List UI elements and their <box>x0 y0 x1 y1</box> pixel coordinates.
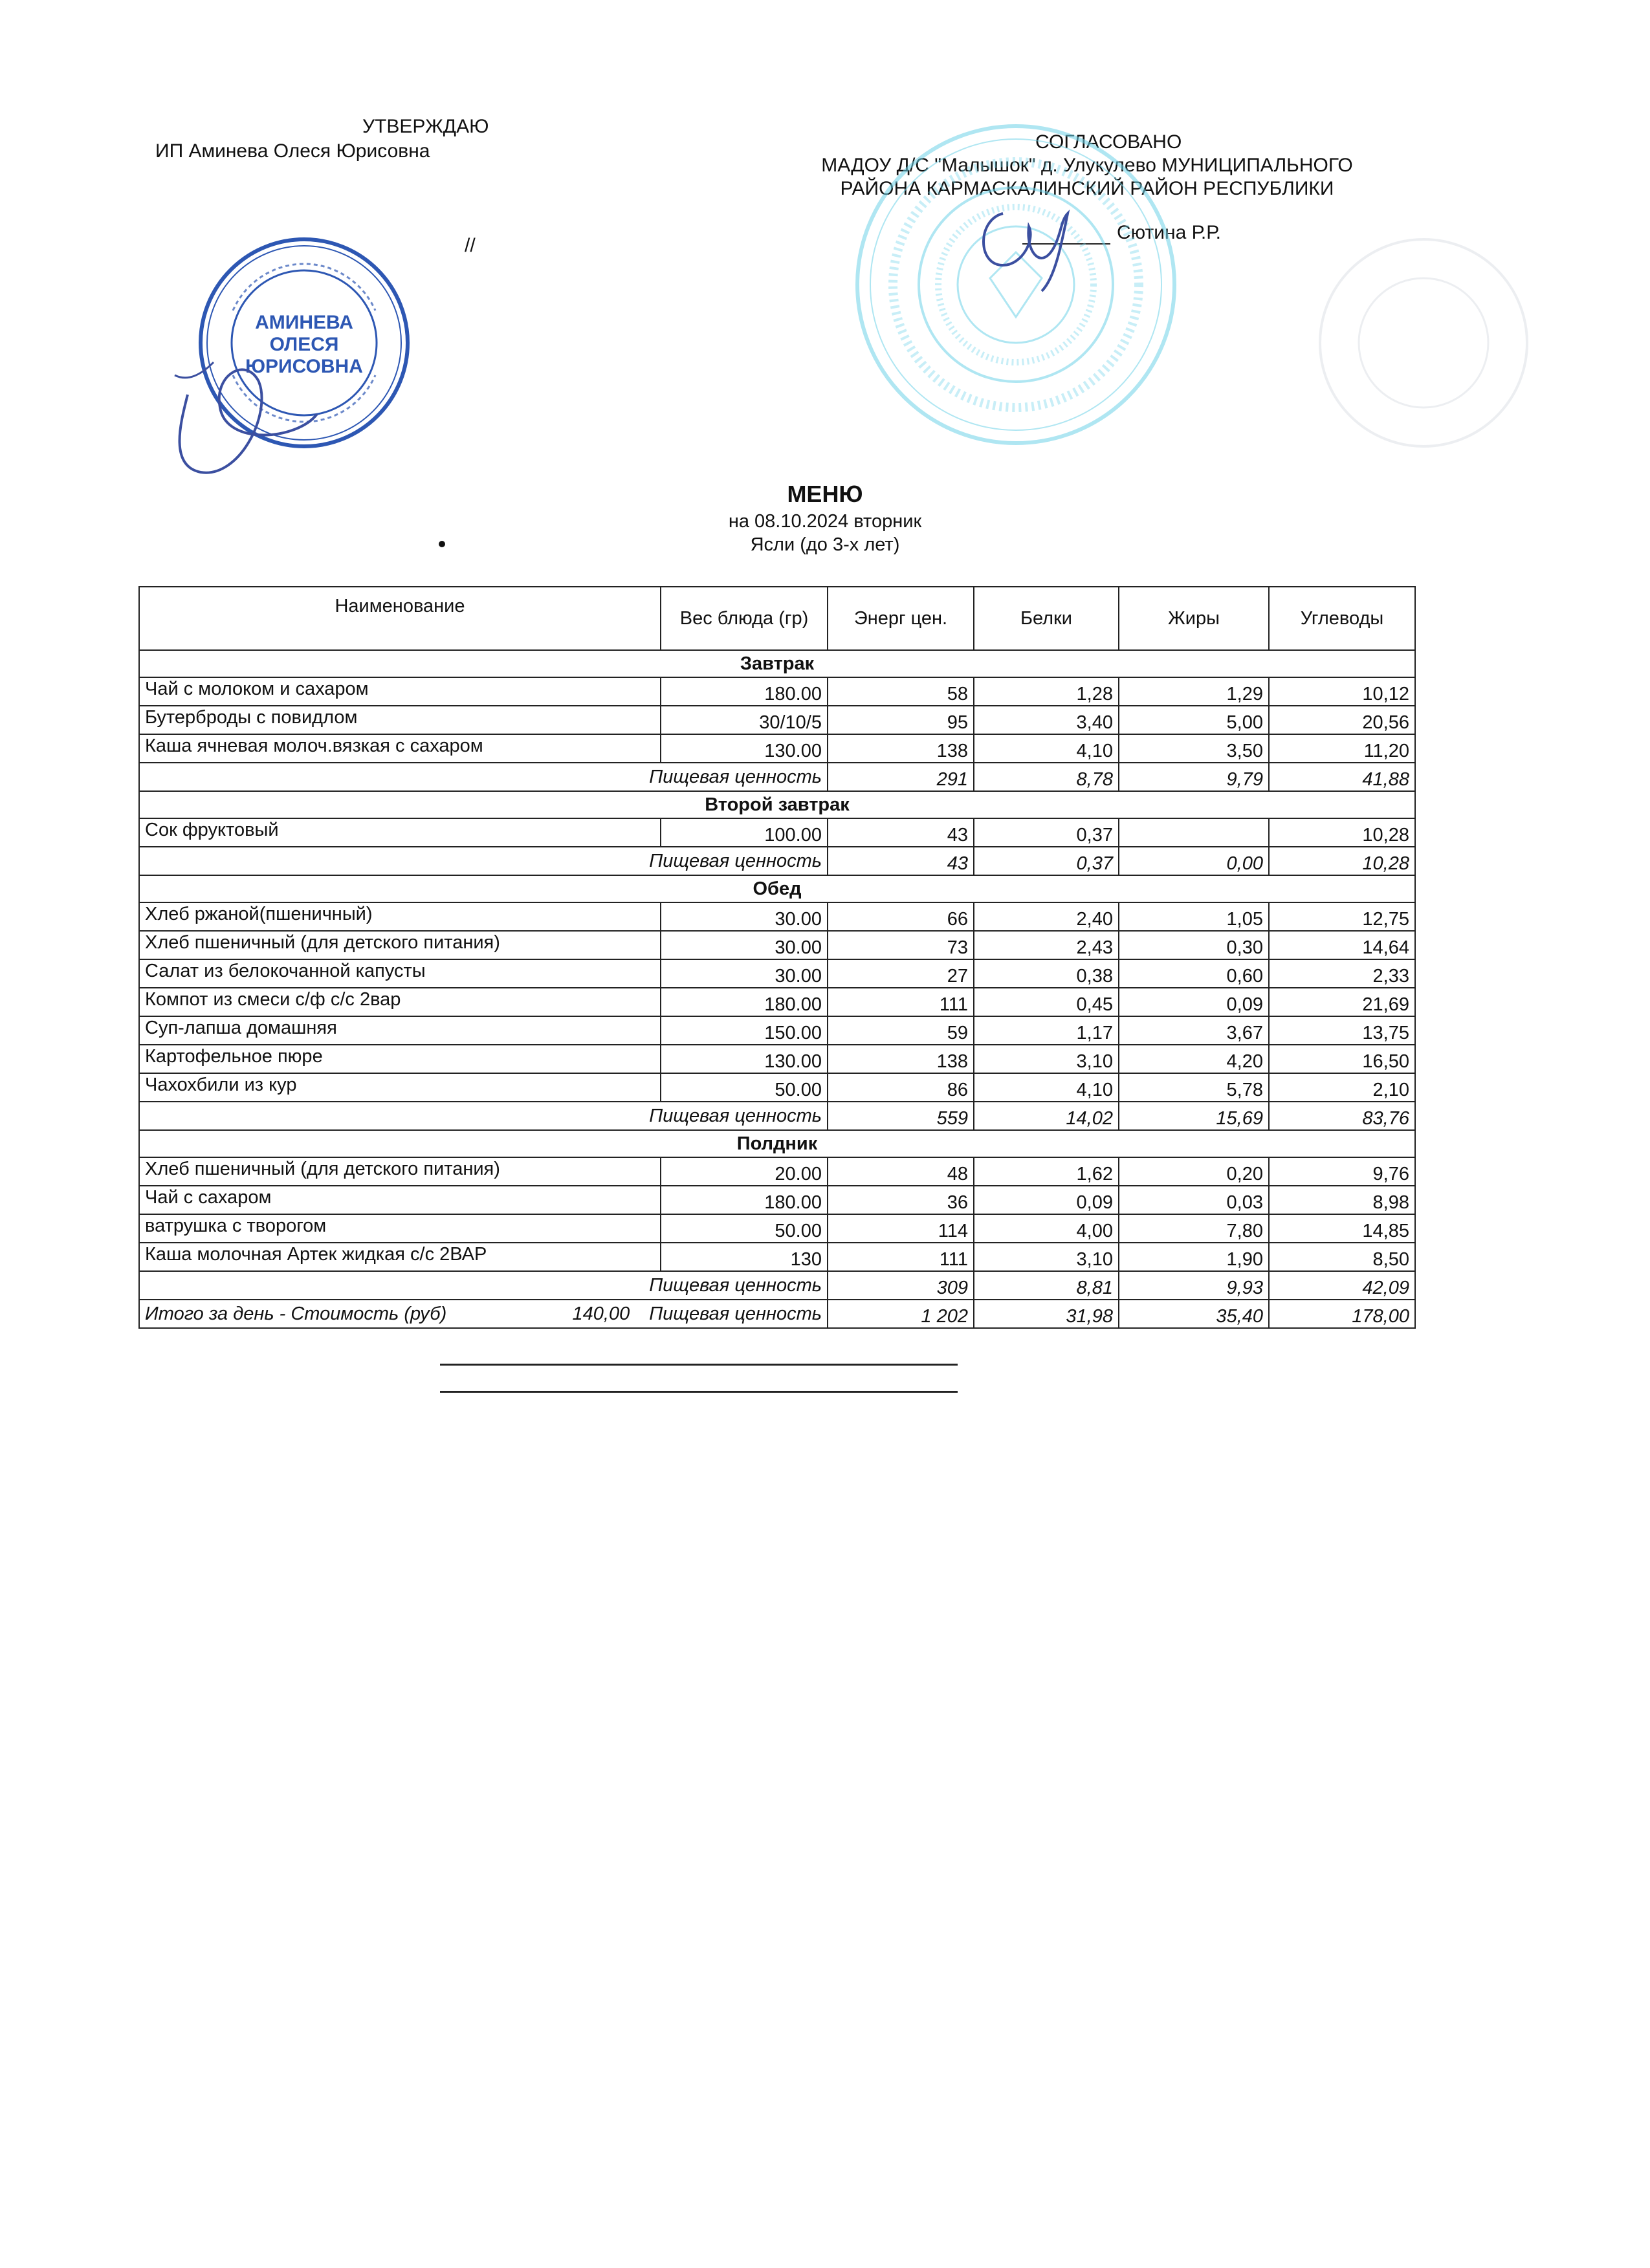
dish-carbs: 11,20 <box>1269 734 1415 763</box>
dish-carbs: 16,50 <box>1269 1045 1415 1073</box>
dish-fat: 1,29 <box>1119 677 1269 706</box>
total-protein: 14,02 <box>974 1102 1119 1130</box>
dish-fat: 3,67 <box>1119 1016 1269 1045</box>
dish-energy: 27 <box>828 959 974 988</box>
total-energy: 291 <box>828 763 974 791</box>
grand-total-row <box>139 1300 1415 1328</box>
section-total-row <box>139 1271 1415 1300</box>
dish-protein: 1,28 <box>974 677 1119 706</box>
dish-fat: 0,09 <box>1119 988 1269 1016</box>
dish-fat: 0,03 <box>1119 1186 1269 1214</box>
dish-weight: 180.00 <box>661 677 828 706</box>
dish-name: Чай с молоком и сахаром <box>139 677 661 706</box>
menu-table <box>138 586 1416 1329</box>
dish-name: Каша молочная Артек жидкая с/с 2ВАР <box>139 1243 661 1271</box>
dish-weight: 30.00 <box>661 959 828 988</box>
dish-protein: 3,10 <box>974 1045 1119 1073</box>
cost-value: 140,00 <box>572 1303 630 1324</box>
section-row <box>139 791 1415 818</box>
table-row <box>139 677 1415 706</box>
dish-carbs: 2,10 <box>1269 1073 1415 1102</box>
dish-name: Каша ячневая молоч.вязкая с сахаром <box>139 734 661 763</box>
dish-fat: 7,80 <box>1119 1214 1269 1243</box>
dish-name: Суп-лапша домашняя <box>139 1016 661 1045</box>
total-label: Пищевая ценность <box>139 847 828 875</box>
section-row <box>139 650 1415 677</box>
approve-signature <box>162 336 330 492</box>
grand-total-energy: 1 202 <box>828 1300 974 1328</box>
total-fat: 0,00 <box>1119 847 1269 875</box>
section-title: Полдник <box>139 1130 1415 1157</box>
dish-weight: 30.00 <box>661 931 828 959</box>
table-row <box>139 931 1415 959</box>
dish-weight: 180.00 <box>661 1186 828 1214</box>
total-fat: 9,93 <box>1119 1271 1269 1300</box>
dish-weight: 100.00 <box>661 818 828 847</box>
grand-total-carbs: 178,00 <box>1269 1300 1415 1328</box>
agreed-signer: Сютина Р.Р. <box>1117 222 1221 243</box>
dish-carbs: 20,56 <box>1269 706 1415 734</box>
table-row <box>139 1186 1415 1214</box>
total-fat: 9,79 <box>1119 763 1269 791</box>
dish-fat: 4,20 <box>1119 1045 1269 1073</box>
table-row <box>139 1157 1415 1186</box>
dish-fat <box>1119 818 1269 847</box>
section-title: Завтрак <box>139 650 1415 677</box>
grand-total-fat: 35,40 <box>1119 1300 1269 1328</box>
total-protein: 8,81 <box>974 1271 1119 1300</box>
dish-fat: 0,30 <box>1119 931 1269 959</box>
dish-weight: 30.00 <box>661 902 828 931</box>
stamp-line-3: ЮРИСОВНА <box>245 356 363 377</box>
dish-carbs: 12,75 <box>1269 902 1415 931</box>
col-name-header: Наименование <box>139 587 661 650</box>
total-carbs: 83,76 <box>1269 1102 1415 1130</box>
dish-fat: 3,50 <box>1119 734 1269 763</box>
table-row <box>139 1073 1415 1102</box>
total-carbs: 10,28 <box>1269 847 1415 875</box>
cost-label: Итого за день - Стоимость (руб) <box>145 1303 447 1324</box>
dish-energy: 73 <box>828 931 974 959</box>
section-total-row <box>139 1102 1415 1130</box>
table-row <box>139 1016 1415 1045</box>
agreed-title: СОГЛАСОВАНО <box>1035 131 1182 153</box>
dish-carbs: 10,28 <box>1269 818 1415 847</box>
total-protein: 0,37 <box>974 847 1119 875</box>
table-row <box>139 902 1415 931</box>
dish-protein: 1,62 <box>974 1157 1119 1186</box>
footer-line-1 <box>440 1364 958 1366</box>
section-total-row <box>139 763 1415 791</box>
menu-title: МЕНЮ <box>787 481 863 507</box>
dish-name: Хлеб ржаной(пшеничный) <box>139 902 661 931</box>
dish-name: Чахохбили из кур <box>139 1073 661 1102</box>
dish-energy: 58 <box>828 677 974 706</box>
section-title: Второй завтрак <box>139 791 1415 818</box>
total-energy: 309 <box>828 1271 974 1300</box>
dish-protein: 4,10 <box>974 1073 1119 1102</box>
stray-dot <box>439 541 445 547</box>
dish-name: Сок фруктовый <box>139 818 661 847</box>
total-protein: 8,78 <box>974 763 1119 791</box>
agreed-signature <box>964 194 1094 298</box>
col-carbs-header: Углеводы <box>1269 587 1415 650</box>
dish-protein: 4,00 <box>974 1214 1119 1243</box>
table-header-row <box>139 587 1415 650</box>
table-row <box>139 1214 1415 1243</box>
total-label: Пищевая ценность <box>139 763 828 791</box>
dish-name: Бутерброды с повидлом <box>139 706 661 734</box>
dish-energy: 95 <box>828 706 974 734</box>
dish-weight: 20.00 <box>661 1157 828 1186</box>
dish-energy: 36 <box>828 1186 974 1214</box>
dish-carbs: 13,75 <box>1269 1016 1415 1045</box>
grand-total-label-cell <box>139 1300 828 1328</box>
dish-protein: 3,10 <box>974 1243 1119 1271</box>
table-row <box>139 734 1415 763</box>
dish-energy: 114 <box>828 1214 974 1243</box>
dish-protein: 0,09 <box>974 1186 1119 1214</box>
dish-protein: 4,10 <box>974 734 1119 763</box>
total-label: Пищевая ценность <box>139 1102 828 1130</box>
dish-name: Хлеб пшеничный (для детского питания) <box>139 931 661 959</box>
grand-total-label: Пищевая ценность <box>649 1303 822 1324</box>
grand-total-protein: 31,98 <box>974 1300 1119 1328</box>
dish-protein: 2,43 <box>974 931 1119 959</box>
dish-carbs: 14,64 <box>1269 931 1415 959</box>
dish-carbs: 9,76 <box>1269 1157 1415 1186</box>
table-row <box>139 818 1415 847</box>
col-fat-header: Жиры <box>1119 587 1269 650</box>
dish-protein: 0,37 <box>974 818 1119 847</box>
menu-date: на 08.10.2024 вторник <box>728 511 922 532</box>
dish-fat: 5,78 <box>1119 1073 1269 1102</box>
table-row <box>139 1045 1415 1073</box>
dish-name: Картофельное пюре <box>139 1045 661 1073</box>
col-protein-header: Белки <box>974 587 1119 650</box>
dish-carbs: 2,33 <box>1269 959 1415 988</box>
section-title: Обед <box>139 875 1415 902</box>
total-energy: 43 <box>828 847 974 875</box>
dish-carbs: 8,50 <box>1269 1243 1415 1271</box>
stamp-line-2: ОЛЕСЯ <box>269 334 339 355</box>
dish-energy: 48 <box>828 1157 974 1186</box>
total-label: Пищевая ценность <box>139 1271 828 1300</box>
approve-title: УТВЕРЖДАЮ <box>362 116 489 137</box>
dish-protein: 1,17 <box>974 1016 1119 1045</box>
dish-energy: 59 <box>828 1016 974 1045</box>
total-fat: 15,69 <box>1119 1102 1269 1130</box>
menu-body <box>139 650 1415 1328</box>
stamp-line-1: АМИНЕВА <box>255 312 353 333</box>
dish-name: ватрушка с творогом <box>139 1214 661 1243</box>
total-energy: 559 <box>828 1102 974 1130</box>
dish-fat: 1,05 <box>1119 902 1269 931</box>
dish-carbs: 10,12 <box>1269 677 1415 706</box>
dish-weight: 30/10/5 <box>661 706 828 734</box>
ghost-stamp <box>1307 226 1540 459</box>
dish-weight: 50.00 <box>661 1214 828 1243</box>
dish-protein: 3,40 <box>974 706 1119 734</box>
dish-name: Хлеб пшеничный (для детского питания) <box>139 1157 661 1186</box>
dish-energy: 86 <box>828 1073 974 1102</box>
dish-weight: 130.00 <box>661 734 828 763</box>
agreed-org-line-2: РАЙОНА КАРМАСКАЛИНСКИЙ РАЙОН РЕСПУБЛИКИ <box>840 178 1334 199</box>
dish-energy: 138 <box>828 1045 974 1073</box>
section-row <box>139 1130 1415 1157</box>
agreed-org-line-1: МАДОУ Д/С "Малышок" д. Улукулево МУНИЦИПАЛЬНОГО <box>821 155 1353 176</box>
total-carbs: 42,09 <box>1269 1271 1415 1300</box>
approve-name: ИП Аминева Олеся Юрисовна <box>155 140 430 162</box>
dish-protein: 0,45 <box>974 988 1119 1016</box>
section-total-row <box>139 847 1415 875</box>
dish-carbs: 8,98 <box>1269 1186 1415 1214</box>
approve-slash: // <box>465 235 476 256</box>
dish-weight: 50.00 <box>661 1073 828 1102</box>
dish-name: Салат из белокочанной капусты <box>139 959 661 988</box>
footer-line-2 <box>440 1391 958 1393</box>
dish-fat: 1,90 <box>1119 1243 1269 1271</box>
dish-fat: 0,60 <box>1119 959 1269 988</box>
table-row <box>139 706 1415 734</box>
dish-weight: 130.00 <box>661 1045 828 1073</box>
col-energy-header: Энерг цен. <box>828 587 974 650</box>
dish-energy: 138 <box>828 734 974 763</box>
table-row <box>139 1243 1415 1271</box>
dish-name: Чай с сахаром <box>139 1186 661 1214</box>
total-carbs: 41,88 <box>1269 763 1415 791</box>
dish-energy: 43 <box>828 818 974 847</box>
dish-protein: 2,40 <box>974 902 1119 931</box>
dish-carbs: 14,85 <box>1269 1214 1415 1243</box>
table-row <box>139 959 1415 988</box>
dish-energy: 66 <box>828 902 974 931</box>
menu-group: Ясли (до 3-х лет) <box>750 534 900 555</box>
dish-energy: 111 <box>828 988 974 1016</box>
dish-weight: 180.00 <box>661 988 828 1016</box>
dish-fat: 5,00 <box>1119 706 1269 734</box>
table-row <box>139 988 1415 1016</box>
dish-energy: 111 <box>828 1243 974 1271</box>
col-weight-header: Вес блюда (гр) <box>661 587 828 650</box>
dish-name: Компот из смеси с/ф с/с 2вар <box>139 988 661 1016</box>
dish-carbs: 21,69 <box>1269 988 1415 1016</box>
section-row <box>139 875 1415 902</box>
dish-weight: 130 <box>661 1243 828 1271</box>
dish-fat: 0,20 <box>1119 1157 1269 1186</box>
dish-protein: 0,38 <box>974 959 1119 988</box>
dish-weight: 150.00 <box>661 1016 828 1045</box>
